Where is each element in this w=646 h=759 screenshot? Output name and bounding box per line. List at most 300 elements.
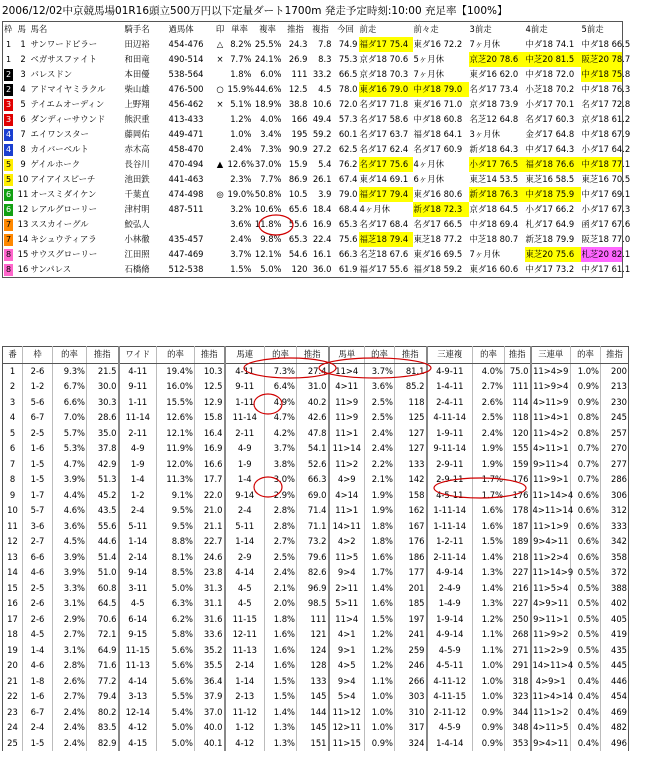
past-race-3: 7ヶ月休 — [469, 39, 500, 49]
past-race-4: 中ダ17 64.3 — [525, 144, 575, 154]
odds-cell: 31.3 — [195, 581, 225, 597]
odds-cell: 16.9 — [195, 441, 225, 457]
odds-cell: 2-11-14 — [427, 550, 473, 566]
odds-row — [3, 472, 629, 488]
odds-header-cell: 馬連 — [225, 347, 265, 364]
odds-cell: 218 — [505, 550, 531, 566]
horse-name: ススカイーグル — [30, 219, 89, 229]
odds-cell: 0.9% — [473, 736, 505, 752]
odds-cell: 0.9% — [365, 736, 395, 752]
odds-cell: 0.4% — [571, 720, 601, 736]
win-rate: 3.7% — [230, 249, 252, 259]
horse-row — [3, 112, 623, 127]
odds-cell: 270 — [601, 441, 629, 457]
odds-cell: 1.6% — [473, 503, 505, 519]
header-cell: 4前走 — [525, 22, 581, 38]
odds-cell: 42.9 — [87, 457, 119, 473]
header-cell: 今回 — [333, 22, 359, 38]
odds-cell: 2.1% — [265, 581, 297, 597]
current-rating: 76.2 — [338, 159, 358, 169]
past-race-2: 6ヶ月休 — [413, 174, 444, 184]
place-rate: 11.8% — [254, 219, 282, 229]
odds-cell: 1.6% — [365, 596, 395, 612]
uma-number: 10 — [17, 174, 29, 184]
odds-cell: 11.3% — [157, 472, 195, 488]
past-race-2: 東ダ16 80.6 — [413, 189, 463, 199]
mark: △ — [216, 39, 224, 49]
place-rate: 7.7% — [260, 174, 282, 184]
odds-cell: 0.8% — [571, 426, 601, 442]
odds-cell: 1.4% — [473, 581, 505, 597]
odds-cell: 8.5% — [157, 565, 195, 581]
odds-cell: 0.6% — [571, 534, 601, 550]
odds-cell: 2-5 — [23, 426, 53, 442]
mark — [214, 247, 227, 262]
odds-cell: 128 — [297, 658, 329, 674]
odds-cell: 1-4-11 — [427, 379, 473, 395]
odds-cell: 28.6 — [87, 410, 119, 426]
odds-cell: 12.9 — [195, 395, 225, 411]
odds-cell: 2.8% — [265, 519, 297, 535]
uma-number: 11 — [17, 189, 29, 199]
odds-cell: 1.6% — [473, 519, 505, 535]
odds-row — [3, 658, 629, 674]
jockey-name: 本田優 — [124, 69, 150, 79]
odds-row — [3, 627, 629, 643]
mark: × — [216, 99, 224, 109]
odds-cell: 5.6% — [157, 674, 195, 690]
horse-row — [3, 202, 623, 217]
current-rating: 66.3 — [338, 249, 358, 259]
odds-cell: 1-5 — [23, 457, 53, 473]
header-cell: 前々走 — [413, 22, 469, 38]
odds-cell: 1.8% — [365, 534, 395, 550]
odds-row — [3, 488, 629, 504]
odds-cell: 216 — [505, 581, 531, 597]
odds-cell: 4>14 — [329, 488, 365, 504]
odds-cell: 9-15 — [119, 627, 157, 643]
odds-cell: 4-11 — [225, 363, 265, 379]
header-cell: 複指 — [309, 22, 333, 38]
horse-row — [3, 97, 623, 112]
past-race-1: 福芝18 79.4 — [359, 232, 413, 247]
odds-cell: 4-5 — [23, 627, 53, 643]
odds-cell: 342 — [601, 534, 629, 550]
odds-cell: 16.6 — [195, 457, 225, 473]
body-weight: 474-498 — [168, 189, 204, 199]
odds-cell: 2-11 — [225, 426, 265, 442]
odds-cell: 11>4 — [329, 363, 365, 379]
past-race-5: 中ダ18 75.8 — [581, 67, 623, 82]
odds-cell: 176 — [505, 472, 531, 488]
uma-number: 3 — [20, 69, 26, 79]
past-race-4: 中ダ18 75.9 — [525, 187, 581, 202]
uma-number: 12 — [17, 204, 29, 214]
place-index: 3.9 — [318, 189, 332, 199]
odds-cell: 30.0 — [87, 379, 119, 395]
odds-cell: 0.6% — [571, 503, 601, 519]
odds-cell: 4.0% — [473, 363, 505, 379]
odds-cell: 5.4% — [157, 705, 195, 721]
odds-cell: 4>2 — [329, 534, 365, 550]
odds-cell: 0.4% — [571, 689, 601, 705]
odds-cell: 5.3% — [53, 441, 87, 457]
place-index: 4.5 — [318, 84, 332, 94]
odds-cell: 372 — [601, 565, 629, 581]
odds-cell: 0.4% — [571, 674, 601, 690]
odds-cell: 1.0% — [473, 689, 505, 705]
odds-cell: 1.0% — [473, 658, 505, 674]
odds-cell: 2.9% — [53, 612, 87, 628]
jockey-name: 柴山雄 — [124, 84, 150, 94]
odds-row — [3, 705, 629, 721]
waku-cell — [3, 217, 17, 232]
odds-cell: 2.5% — [473, 410, 505, 426]
current-rating: 60.1 — [338, 129, 358, 139]
odds-cell: 11-15 — [119, 643, 157, 659]
odds-cell: 1-7 — [23, 488, 53, 504]
odds-cell: 6-7 — [23, 705, 53, 721]
waku-cell — [3, 172, 17, 187]
horse-name: ゲイルホーク — [30, 159, 81, 169]
past-race-5: 函ダ17 67.6 — [581, 217, 623, 232]
odds-cell: 7.0% — [53, 410, 87, 426]
odds-cell: 177 — [395, 565, 427, 581]
odds-cell: 60.8 — [87, 581, 119, 597]
odds-cell: 118 — [395, 395, 427, 411]
waku-badge: 4 — [5, 129, 12, 139]
odds-cell: 2.5% — [365, 395, 395, 411]
odds-cell: 353 — [505, 736, 531, 752]
odds-cell: 79.4 — [87, 689, 119, 705]
jockey-name: 上野翔 — [124, 99, 150, 109]
win-rate: 1.8% — [230, 69, 252, 79]
odds-cell: 4>9 — [329, 472, 365, 488]
waku-badge: 6 — [5, 204, 12, 214]
odds-header-cell: 三連単 — [531, 347, 571, 364]
odds-cell: 6-6 — [23, 550, 53, 566]
waku-cell — [3, 202, 17, 217]
waku-cell — [3, 247, 17, 262]
odds-cell: 7 — [3, 457, 23, 473]
horse-name: アドマイヤミラクル — [30, 84, 106, 94]
uma-number: 1 — [20, 39, 26, 49]
odds-header-cell: 的率 — [265, 347, 297, 364]
odds-cell: 159 — [505, 457, 531, 473]
odds-cell: 98.5 — [297, 596, 329, 612]
place-rate: 3.4% — [260, 129, 282, 139]
odds-cell: 133 — [297, 674, 329, 690]
odds-cell: 82.9 — [87, 736, 119, 752]
past-race-4: 福ダ18 76.6 — [525, 157, 581, 172]
odds-cell: 0.9% — [473, 705, 505, 721]
odds-cell: 55.6 — [87, 519, 119, 535]
odds-cell: 5.8% — [157, 627, 195, 643]
place-index: 18.4 — [312, 204, 332, 214]
mark: ◎ — [216, 189, 224, 199]
odds-cell: 4-5-9 — [427, 643, 473, 659]
odds-cell: 2.0% — [265, 596, 297, 612]
odds-cell: 1.9% — [365, 488, 395, 504]
odds-cell: 10 — [3, 503, 23, 519]
past-race-3: 東芝14 53.5 — [469, 174, 519, 184]
odds-cell: 1-2 — [119, 488, 157, 504]
odds-cell: 388 — [601, 581, 629, 597]
odds-cell: 11>5>4 — [531, 581, 571, 597]
header-cell: 騎手名 — [124, 22, 168, 38]
odds-cell: 155 — [505, 441, 531, 457]
odds-cell: 0.8% — [571, 410, 601, 426]
odds-cell: 151 — [297, 736, 329, 752]
odds-cell: 2>11 — [329, 581, 365, 597]
odds-cell: 1.3% — [265, 736, 297, 752]
odds-row — [3, 410, 629, 426]
past-race-5: 小ダ17 64.2 — [581, 142, 623, 157]
place-rate: 5.0% — [253, 262, 283, 278]
current-rating: 61.9 — [333, 262, 359, 278]
waku-cell — [3, 37, 17, 52]
odds-cell: 419 — [601, 627, 629, 643]
odds-cell: 70.6 — [87, 612, 119, 628]
odds-cell: 7.3% — [265, 363, 297, 379]
past-race-1: 東ダ14 69.1 — [359, 174, 409, 184]
mark — [214, 217, 227, 232]
odds-cell: 318 — [505, 674, 531, 690]
win-index: 195 — [291, 129, 308, 139]
odds-cell: 4.7% — [53, 457, 87, 473]
odds-cell: 5.0% — [157, 736, 195, 752]
odds-cell: 145 — [297, 720, 329, 736]
odds-cell: 6-14 — [119, 612, 157, 628]
past-race-3: 東ダ16 60.6 — [469, 262, 525, 278]
past-race-5: 京ダ18 61.2 — [581, 112, 623, 127]
odds-cell: 17 — [3, 612, 23, 628]
odds-cell: 2-4-9 — [427, 581, 473, 597]
odds-cell: 14>11>4 — [531, 658, 571, 674]
past-race-5: 中ダ18 66.5 — [581, 37, 623, 52]
odds-cell: 45.2 — [87, 488, 119, 504]
win-rate: 5.1% — [230, 99, 252, 109]
odds-cell: 9-11 — [119, 379, 157, 395]
odds-row — [3, 643, 629, 659]
odds-cell: 36.4 — [195, 674, 225, 690]
odds-cell: 435 — [601, 643, 629, 659]
odds-cell: 9.5% — [157, 503, 195, 519]
odds-cell: 51.0 — [87, 565, 119, 581]
odds-header-cell: 的率 — [365, 347, 395, 364]
odds-cell: 0.7% — [571, 472, 601, 488]
odds-row — [3, 550, 629, 566]
place-index: 5.4 — [318, 159, 332, 169]
win-index: 54.6 — [288, 249, 308, 259]
odds-header-cell: 推指 — [601, 347, 629, 364]
horse-name: オースミダイケン — [30, 189, 97, 199]
odds-cell: 21.1 — [195, 519, 225, 535]
odds-cell: 344 — [505, 705, 531, 721]
past-race-2: 東ダ16 72.2 — [413, 39, 463, 49]
odds-cell: 14 — [3, 565, 23, 581]
odds-cell: 12-11 — [225, 627, 265, 643]
odds-cell: 11-14 — [225, 410, 265, 426]
odds-header-cell: 的率 — [473, 347, 505, 364]
odds-cell: 11>2 — [329, 457, 365, 473]
win-rate: 2.3% — [230, 174, 252, 184]
odds-cell: 1.9% — [473, 441, 505, 457]
header-cell: 複率 — [253, 22, 283, 38]
waku-cell — [3, 232, 17, 247]
odds-cell: 2.4% — [53, 736, 87, 752]
odds-cell: 162 — [395, 503, 427, 519]
mark — [214, 127, 227, 142]
odds-cell: 1-6 — [23, 441, 53, 457]
past-race-3: 東ダ16 62.0 — [469, 69, 519, 79]
odds-cell: 85.2 — [395, 379, 427, 395]
jockey-name: 小林徹 — [124, 234, 150, 244]
odds-cell: 3.9% — [53, 550, 87, 566]
odds-cell: 4>9>11 — [531, 596, 571, 612]
odds-cell: 189 — [505, 534, 531, 550]
place-index: 36.0 — [309, 262, 333, 278]
odds-cell: 127 — [395, 441, 427, 457]
place-rate: 12.1% — [254, 249, 282, 259]
odds-cell: 5-11 — [225, 519, 265, 535]
current-rating: 72.0 — [338, 99, 358, 109]
odds-cell: 64.9 — [87, 643, 119, 659]
odds-row — [3, 720, 629, 736]
odds-cell: 133 — [395, 457, 427, 473]
odds-cell: 4-6 — [23, 658, 53, 674]
odds-cell: 317 — [395, 720, 427, 736]
odds-cell: 22.0 — [195, 488, 225, 504]
header-cell: 馬名 — [30, 22, 124, 38]
odds-cell: 1-4 — [119, 472, 157, 488]
odds-cell: 1.9% — [473, 457, 505, 473]
place-index: 16.1 — [312, 249, 332, 259]
past-race-2: 名ダ17 60.9 — [413, 144, 463, 154]
past-race-3: 新ダ18 76.3 — [469, 187, 525, 202]
odds-cell: 33.6 — [195, 627, 225, 643]
odds-cell: 4-14 — [225, 565, 265, 581]
past-race-1: 京ダ18 70.3 — [359, 69, 409, 79]
odds-cell: 2.4% — [473, 426, 505, 442]
odds-cell: 24.6 — [195, 550, 225, 566]
odds-cell: 16.4 — [195, 426, 225, 442]
jockey-name: 長谷川 — [124, 159, 150, 169]
odds-cell: 6.2% — [157, 612, 195, 628]
odds-cell: 213 — [601, 379, 629, 395]
odds-cell: 1.0% — [365, 705, 395, 721]
odds-cell: 1-4 — [23, 643, 53, 659]
odds-cell: 77.2 — [87, 674, 119, 690]
odds-cell: 2 — [3, 379, 23, 395]
odds-cell: 11>12 — [329, 705, 365, 721]
odds-cell: 11>1 — [329, 503, 365, 519]
odds-cell: 1-4-14 — [427, 736, 473, 752]
odds-cell: 230 — [601, 395, 629, 411]
place-index: 33.2 — [312, 69, 332, 79]
horse-row — [3, 52, 623, 67]
odds-cell: 454 — [601, 689, 629, 705]
mark — [214, 172, 227, 187]
odds-cell: 40.2 — [297, 395, 329, 411]
odds-cell: 286 — [601, 472, 629, 488]
odds-cell: 31.6 — [195, 612, 225, 628]
odds-cell: 1.8% — [265, 612, 297, 628]
odds-cell: 246 — [395, 658, 427, 674]
odds-cell: 1-9-14 — [427, 612, 473, 628]
odds-cell: 2-9-11 — [427, 472, 473, 488]
header-cell: 5前走 — [581, 22, 623, 38]
odds-cell: 12 — [3, 534, 23, 550]
odds-cell: 80.2 — [87, 705, 119, 721]
odds-cell: 4.6% — [53, 503, 87, 519]
odds-cell: 4-11-15 — [427, 689, 473, 705]
odds-cell: 5.5% — [157, 689, 195, 705]
odds-cell: 2-6 — [23, 596, 53, 612]
waku-cell — [3, 187, 17, 202]
odds-cell: 2-4 — [119, 503, 157, 519]
current-rating: 65.3 — [338, 219, 358, 229]
odds-header-cell: ワイド — [119, 347, 157, 364]
odds-cell: 30.3 — [87, 395, 119, 411]
waku-cell — [3, 82, 17, 97]
place-rate: 37.0% — [254, 159, 282, 169]
odds-cell: 3.1% — [53, 596, 87, 612]
odds-cell: 358 — [601, 550, 629, 566]
past-race-5: 東芝16 70.5 — [581, 172, 623, 187]
body-weight: 538-564 — [168, 69, 204, 79]
mark — [214, 67, 227, 82]
odds-cell: 40.0 — [195, 720, 225, 736]
odds-cell: 6.7% — [53, 379, 87, 395]
odds-cell: 1-14 — [225, 674, 265, 690]
odds-cell: 10.3 — [195, 363, 225, 379]
odds-cell: 4-5 — [225, 596, 265, 612]
odds-row — [3, 596, 629, 612]
past-race-2: 東ダ16 69.5 — [413, 249, 463, 259]
odds-cell: 2.9% — [265, 488, 297, 504]
past-race-5: 中ダ17 69.1 — [581, 187, 623, 202]
odds-cell: 4-5-9 — [427, 720, 473, 736]
odds-cell: 37.9 — [195, 689, 225, 705]
header-cell: 前走 — [359, 22, 413, 38]
odds-cell: 2.7% — [473, 379, 505, 395]
mark — [214, 262, 227, 278]
odds-cell: 291 — [505, 658, 531, 674]
current-rating: 68.4 — [338, 204, 358, 214]
past-race-1: 京ダ18 70.6 — [359, 54, 409, 64]
waku-badge: 2 — [5, 84, 12, 94]
win-index: 120 — [283, 262, 309, 278]
waku-badge: 4 — [5, 144, 12, 154]
odds-cell: 445 — [601, 658, 629, 674]
mark — [214, 112, 227, 127]
odds-cell: 227 — [505, 565, 531, 581]
odds-cell: 1.2% — [365, 627, 395, 643]
odds-cell: 176 — [505, 488, 531, 504]
odds-cell: 1.2% — [365, 658, 395, 674]
odds-cell: 11>9 — [329, 410, 365, 426]
odds-cell: 1-11 — [225, 395, 265, 411]
odds-cell: 64.5 — [87, 596, 119, 612]
uma-number: 6 — [20, 114, 26, 124]
odds-cell: 469 — [601, 705, 629, 721]
mark — [214, 232, 227, 247]
jockey-name: 田辺裕 — [124, 39, 150, 49]
odds-cell: 9.1% — [157, 488, 195, 504]
odds-cell: 12-14 — [119, 705, 157, 721]
odds-cell: 6.3% — [157, 596, 195, 612]
